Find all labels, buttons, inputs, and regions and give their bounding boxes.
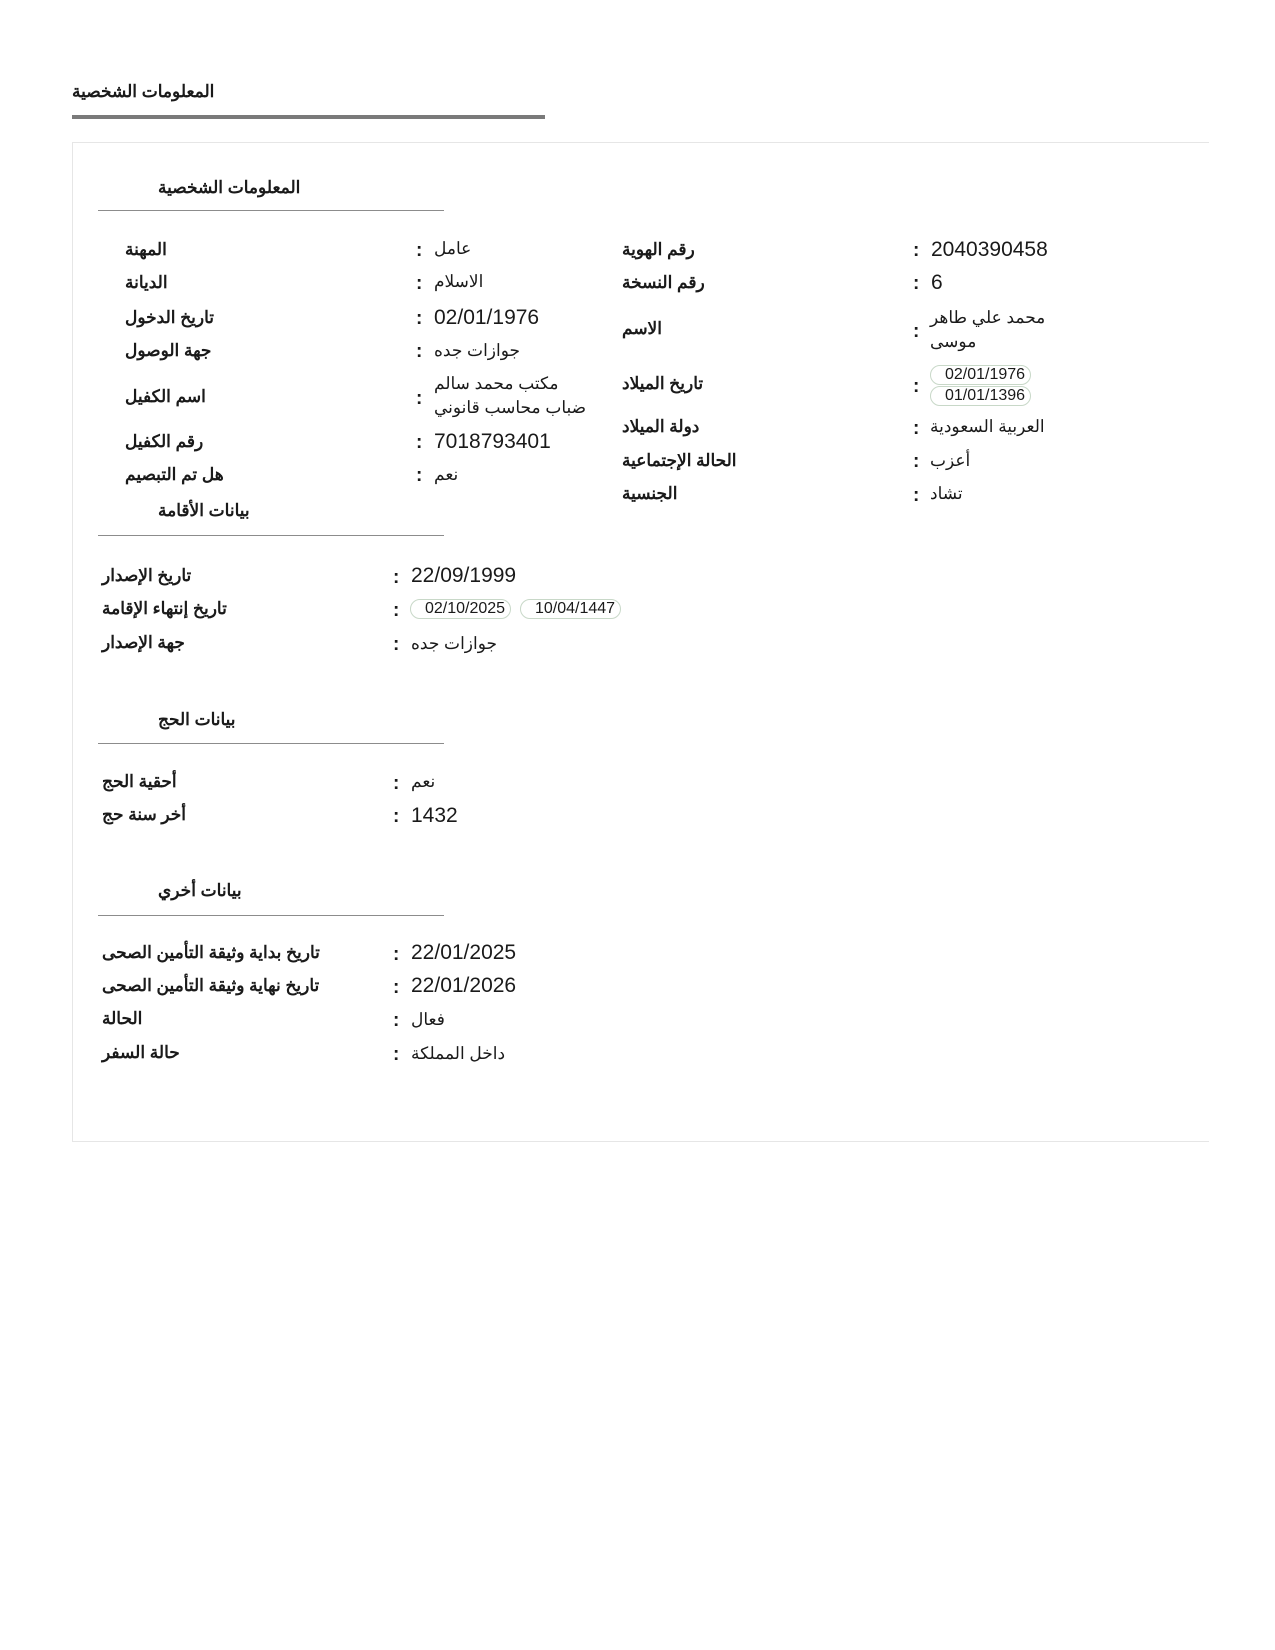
- value-issuer: جوازات جده: [411, 634, 498, 653]
- label-residence-expiry: تاريخ إنتهاء الإقامة: [102, 599, 227, 618]
- colon: :: [416, 273, 423, 294]
- label-occupation: المهنة: [125, 240, 167, 259]
- colon: :: [416, 341, 423, 362]
- colon: :: [393, 806, 400, 827]
- value-sponsor-name-line1: مكتب محمد سالم: [434, 374, 559, 393]
- page-title: المعلومات الشخصية: [72, 82, 215, 101]
- colon: :: [393, 567, 400, 588]
- label-insurance-end: تاريخ نهاية وثيقة التأمين الصحى: [102, 976, 320, 995]
- label-last-hajj-year: أخر سنة حج: [102, 805, 187, 824]
- value-occupation: عامل: [434, 239, 472, 258]
- label-issue-date: تاريخ الإصدار: [102, 566, 192, 585]
- section-title-personal: المعلومات الشخصية: [158, 178, 301, 197]
- colon: :: [416, 432, 423, 453]
- expiry-gregorian-badge: 02/10/2025: [410, 599, 511, 619]
- value-issue-date: 22/09/1999: [411, 564, 517, 587]
- page-title-underline: [72, 115, 545, 119]
- colon: :: [913, 451, 920, 472]
- value-religion: الاسلام: [434, 272, 484, 291]
- label-name: الاسم: [622, 319, 662, 338]
- value-sponsor-name-line2: ضباب محاسب قانوني: [434, 398, 587, 417]
- label-travel-status: حالة السفر: [102, 1043, 180, 1062]
- colon: :: [393, 600, 400, 621]
- value-fingerprinted: نعم: [434, 465, 459, 484]
- label-insurance-start: تاريخ بداية وثيقة التأمين الصحى: [102, 943, 320, 962]
- birth-date-hijri-badge: 01/01/1396: [930, 386, 1031, 406]
- section-title-hajj: بيانات الحج: [158, 710, 236, 729]
- section-divider-personal: [98, 210, 444, 211]
- colon: :: [416, 465, 423, 486]
- label-status: الحالة: [102, 1009, 143, 1028]
- colon: :: [913, 321, 920, 342]
- value-hajj-eligibility: نعم: [411, 772, 436, 791]
- label-arrival-port: جهة الوصول: [125, 341, 212, 360]
- value-id-number: 2040390458: [931, 238, 1048, 261]
- colon: :: [416, 308, 423, 329]
- value-last-hajj-year: 1432: [411, 804, 458, 827]
- value-insurance-end: 22/01/2026: [411, 974, 517, 997]
- colon: :: [393, 977, 400, 998]
- value-marital-status: أعزب: [930, 451, 971, 470]
- label-entry-date: تاريخ الدخول: [125, 308, 215, 327]
- colon: :: [913, 418, 920, 439]
- value-name-line2: موسى: [930, 332, 977, 351]
- colon: :: [913, 485, 920, 506]
- colon: :: [913, 376, 920, 397]
- label-issuer: جهة الإصدار: [102, 633, 185, 652]
- colon: :: [416, 388, 423, 409]
- label-nationality: الجنسية: [622, 484, 678, 503]
- label-sponsor-number: رقم الكفيل: [125, 432, 204, 451]
- value-copy-number: 6: [931, 271, 943, 294]
- label-birth-date: تاريخ الميلاد: [622, 374, 704, 393]
- value-sponsor-number: 7018793401: [434, 430, 551, 453]
- label-religion: الديانة: [125, 273, 168, 292]
- value-birth-country: العربية السعودية: [930, 417, 1045, 436]
- label-birth-country: دولة الميلاد: [622, 417, 700, 436]
- colon: :: [393, 1044, 400, 1065]
- label-hajj-eligibility: أحقية الحج: [102, 772, 177, 791]
- value-status: فعال: [411, 1010, 445, 1029]
- value-travel-status: داخل المملكة: [411, 1044, 506, 1063]
- section-divider-residence: [98, 535, 444, 536]
- expiry-hijri-badge: 10/04/1447: [520, 599, 621, 619]
- value-name-line1: محمد علي طاهر: [930, 308, 1046, 327]
- colon: :: [393, 634, 400, 655]
- value-insurance-start: 22/01/2025: [411, 941, 517, 964]
- section-title-other: بيانات أخري: [158, 881, 242, 900]
- section-divider-hajj: [98, 743, 444, 744]
- birth-date-gregorian-badge: 02/01/1976: [930, 365, 1031, 385]
- label-sponsor-name: اسم الكفيل: [125, 387, 206, 406]
- value-arrival-port: جوازات جده: [434, 341, 521, 360]
- colon: :: [913, 273, 920, 294]
- label-id-number: رقم الهوية: [622, 240, 695, 259]
- section-divider-other: [98, 915, 444, 916]
- section-title-residence: بيانات الأقامة: [158, 501, 250, 520]
- label-copy-number: رقم النسخة: [622, 273, 705, 292]
- label-fingerprinted: هل تم التبصيم: [125, 465, 224, 484]
- colon: :: [416, 240, 423, 261]
- value-nationality: تشاد: [930, 484, 963, 503]
- label-marital-status: الحالة الإجتماعية: [622, 451, 737, 470]
- value-entry-date: 02/01/1976: [434, 306, 540, 329]
- colon: :: [913, 240, 920, 261]
- colon: :: [393, 944, 400, 965]
- colon: :: [393, 773, 400, 794]
- colon: :: [393, 1010, 400, 1031]
